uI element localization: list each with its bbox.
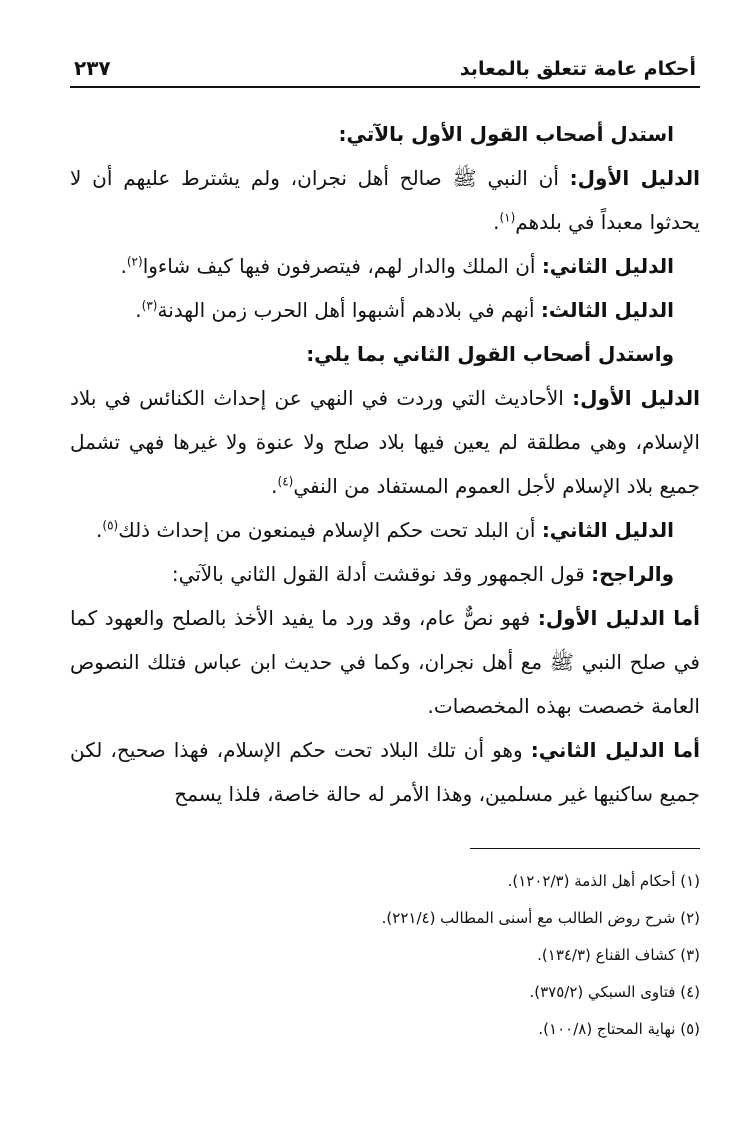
paragraph-rebuttal-2	[70, 728, 700, 816]
evidence-term: الدليل الثاني:	[541, 518, 674, 542]
evidence-term: الدليل الأول:	[572, 386, 700, 410]
paragraph-preferred-view	[70, 552, 700, 596]
evidence-text: الأحاديث التي وردت في النهي عن إحداث الكنائس في بلاد الإسلام، وهي مطلقة لم يعين فيها بلاد صلح ولا عنوة ولا غيرها فهي تشمل جميع بلاد الإسلام لأجل العموم المستفاد من النفي	[70, 386, 700, 498]
running-title: أحكام عامة تتعلق بالمعابد	[459, 58, 696, 80]
running-header	[70, 48, 700, 88]
footnote-4: (٤) فتاوى السبكي (٣٧٥/٢).	[529, 983, 700, 1001]
section-heading-second-opinion: واستدل أصحاب القول الثاني بما يلي:	[306, 342, 674, 366]
section-heading-first-opinion: استدل أصحاب القول الأول بالآتي:	[338, 122, 674, 146]
preferred-term: والراجح:	[591, 562, 674, 586]
rebuttal-text: وهو أن تلك البلاد تحت حكم الإسلام، فهذا صحيح، لكن جميع ساكنيها غير مسلمين، وهذا الأمر له حالة خاصة، فلذا يسمح	[70, 738, 700, 806]
preferred-text: قول الجمهور وقد نوقشت أدلة القول الثاني بالآتي:	[171, 562, 592, 586]
footnote-3: (٣) كشاف القناع (١٣٤/٣).	[537, 946, 700, 964]
paragraph-second-evidence-2: الدليل الثاني: أن البلد تحت حكم الإسلام فيمنعون من إحداث ذلك$^{(٥)}$.	[96, 518, 674, 542]
paragraph-second-evidence-1: الدليل الأول: الأحاديث التي وردت في النهي عن إحداث الكنائس في بلاد الإسلام، وهي مطلقة لم يعين فيها بلاد صلح ولا عنوة ولا غيرها فهي تشمل جميع بلاد الإسلام لأجل العموم المستفاد من النفي$^{(٤)}$.	[70, 386, 700, 498]
footnote-ref-3[interactable]: (٣)	[141, 298, 158, 313]
footnote-ref-4[interactable]: (٤)	[277, 474, 294, 489]
main-text	[70, 112, 700, 816]
paragraph-evidence-3: الدليل الثالث: أنهم في بلادهم أشبهوا أهل الحرب زمن الهدنة$^{(٣)}$.	[135, 298, 674, 322]
footnote-1: (١) أحكام أهل الذمة (١٢٠٢/٣).	[507, 872, 700, 890]
rebuttal-term: أما الدليل الثاني:	[530, 738, 700, 762]
footnotes	[70, 863, 700, 1048]
footnote-5: (٥) نهاية المحتاج (١٠٠/٨).	[538, 1020, 700, 1038]
evidence-text: أنهم في بلادهم أشبهوا أهل الحرب زمن الهدنة	[157, 298, 541, 322]
footnote-ref-1[interactable]: (١)	[499, 210, 516, 225]
evidence-text: أن الملك والدار لهم، فيتصرفون فيها كيف شاءوا	[142, 254, 542, 278]
footnote-ref-2[interactable]: (٢)	[126, 254, 143, 269]
evidence-term: الدليل الأول:	[569, 166, 701, 190]
paragraph-evidence-2: الدليل الثاني: أن الملك والدار لهم، فيتصرفون فيها كيف شاءوا$^{(٢)}$.	[120, 254, 674, 278]
evidence-term: الدليل الثالث:	[540, 298, 674, 322]
footnote-ref-5[interactable]: (٥)	[102, 518, 119, 533]
paragraph-evidence-1: الدليل الأول: أن النبي ﷺ صالح أهل نجران، ولم يشترط عليهم أن لا يحدثوا معبداً في بلدهم$^{(١)}$.	[70, 166, 701, 234]
footnote-2: (٢) شرح روض الطالب مع أسنى المطالب (٢٢١/٤).	[381, 909, 700, 927]
evidence-text: أن البلد تحت حكم الإسلام فيمنعون من إحداث ذلك	[118, 518, 542, 542]
rebuttal-text: فهو نصٌّ عام، وقد ورد ما يفيد الأخذ بالصلح والعهود كما في صلح النبي ﷺ مع أهل نجران، وكما في حديث ابن عباس فتلك النصوص العامة خصصت بهذه المخصصات.	[70, 606, 700, 718]
book-page	[70, 40, 700, 1110]
evidence-text: أن النبي ﷺ صالح أهل نجران، ولم يشترط عليهم أن لا يحدثوا معبداً في بلدهم	[70, 166, 700, 234]
page-number: ٢٣٧	[74, 56, 111, 80]
paragraph-rebuttal-1	[70, 596, 700, 728]
rebuttal-term: أما الدليل الأول:	[537, 606, 700, 630]
evidence-term: الدليل الثاني:	[541, 254, 674, 278]
footnote-divider	[470, 848, 700, 849]
